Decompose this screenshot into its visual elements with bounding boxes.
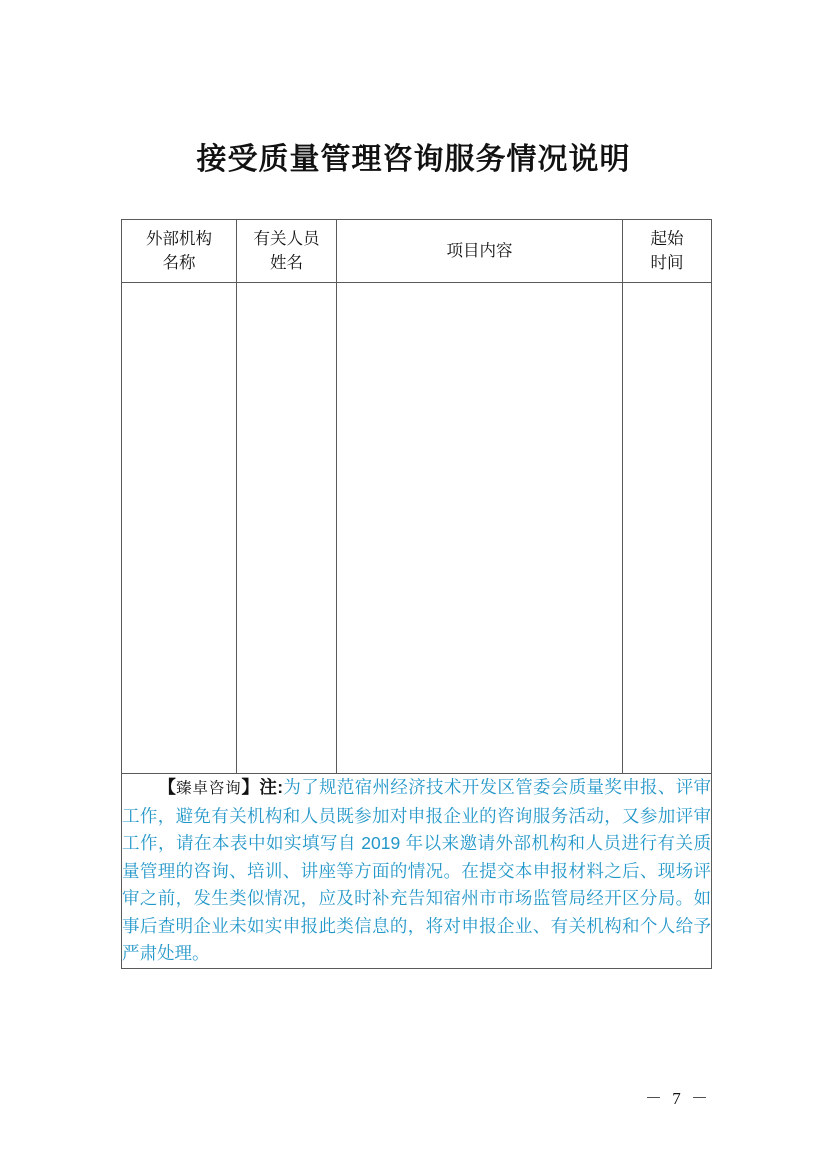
page-number: － 7 －	[645, 1089, 711, 1108]
table-header-row	[122, 220, 712, 283]
column-header-external-org	[122, 220, 237, 283]
table-row	[122, 283, 712, 774]
table-note-row	[122, 774, 712, 969]
note-bracket-close: 】	[241, 777, 260, 797]
consulting-service-table	[121, 219, 712, 969]
cell-start-time[interactable]	[623, 283, 712, 774]
column-header-external-org-line1: 外部机构	[146, 230, 212, 248]
note-bracket-open: 【	[158, 777, 177, 797]
note-text	[122, 774, 711, 968]
column-header-external-org-line2: 名称	[162, 254, 196, 272]
column-header-start-time-line2: 时间	[650, 254, 684, 272]
cell-project-content[interactable]	[337, 283, 623, 774]
cell-external-org[interactable]	[122, 283, 237, 774]
column-header-start-time-line1: 起始	[650, 230, 684, 248]
column-header-person-name-line1: 有关人员	[253, 230, 320, 248]
column-header-project-content	[337, 220, 623, 283]
note-cell	[122, 774, 712, 969]
column-header-person-name	[237, 220, 337, 283]
note-lead-label: 注:	[259, 777, 284, 797]
cell-person-name[interactable]	[237, 283, 337, 774]
page-title: 接受质量管理咨询服务情况说明	[196, 143, 631, 176]
note-body-text: 为了规范宿州经济技术开发区管委会质量奖申报、评审工作，避免有关机构和人员既参加对申报企业的咨询服务活动，又参加评审工作，请在本表中如实填写自 2019 年以来邀请外部机构和人员进行有关质量管理的咨询、培训、讲座等方面的情况。在提交本申报材料之后、现场评审之前，发生类似情况，应及时补充告知宿州市市场监管局经开区分局。如事后查明企业未如实申报此类信息的，将对申报企业、有关机构和个人给予严肃处理。	[122, 777, 712, 963]
column-header-project-content-line1: 项目内容	[446, 242, 513, 260]
note-brand-label: 臻卓咨询	[176, 780, 242, 797]
column-header-person-name-line2: 姓名	[270, 254, 303, 272]
column-header-start-time	[623, 220, 712, 283]
